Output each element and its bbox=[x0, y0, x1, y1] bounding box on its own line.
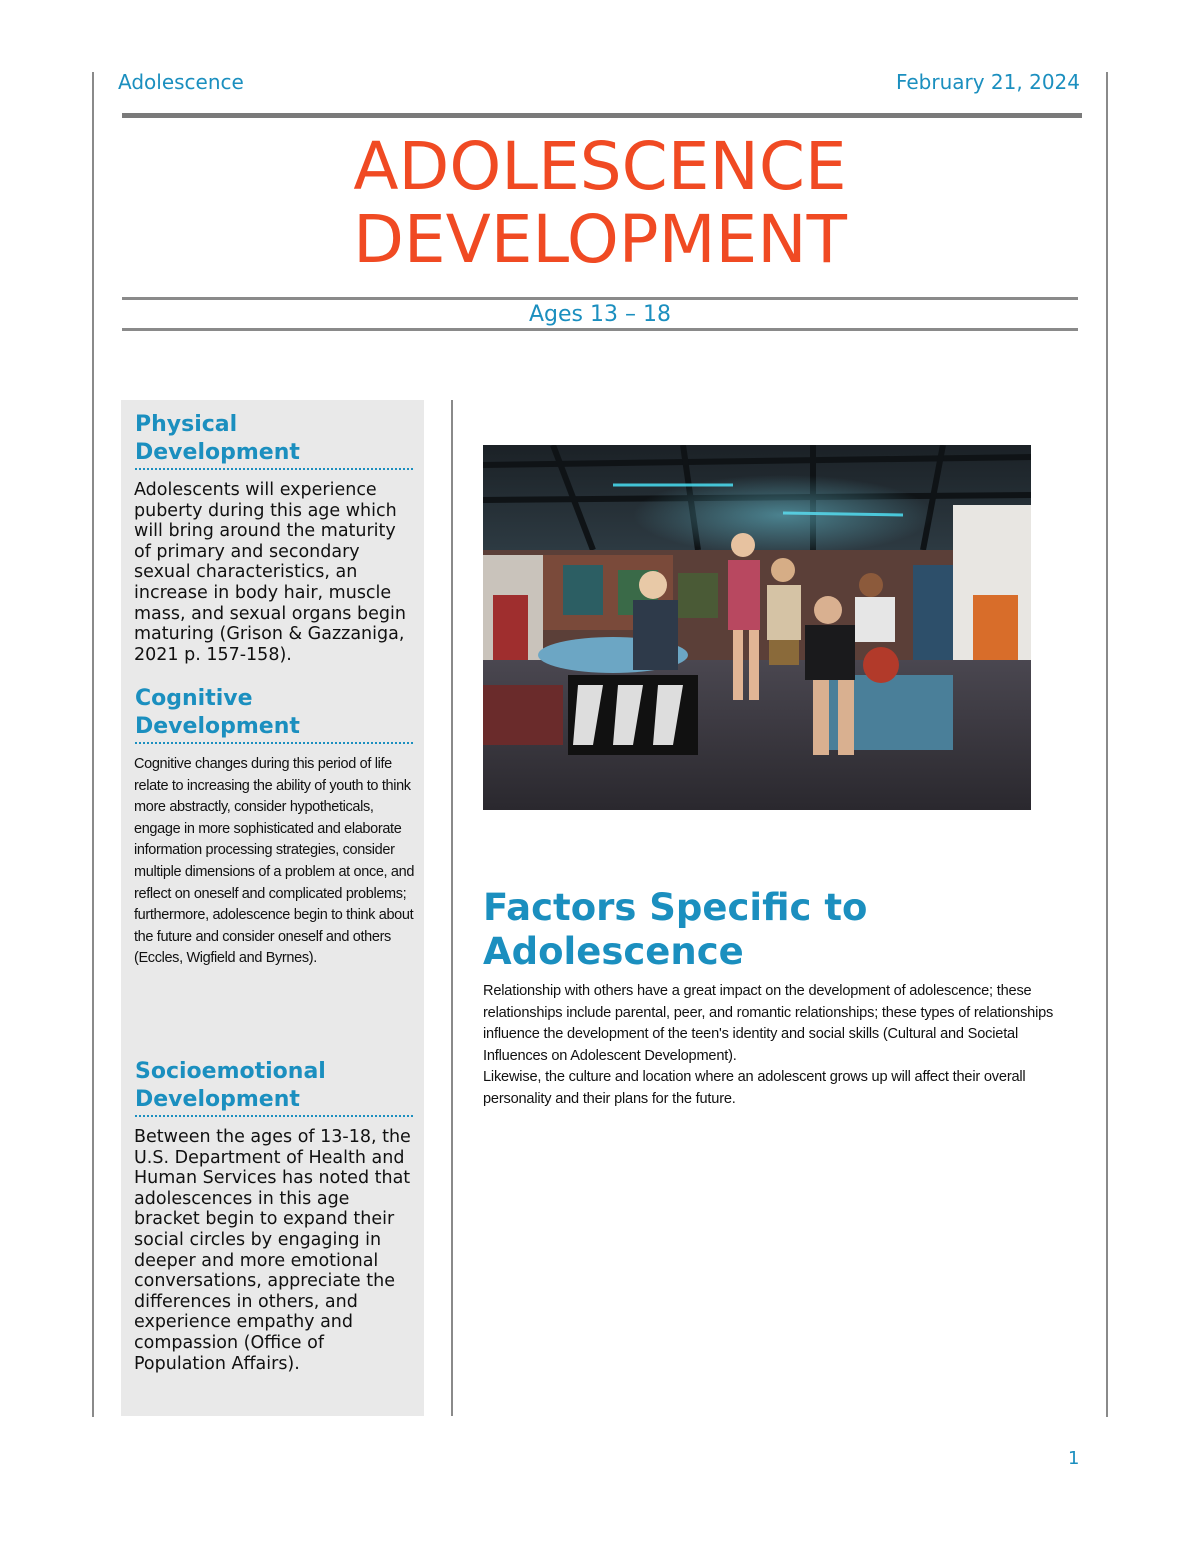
heading-line: Development bbox=[135, 440, 300, 465]
heading-line: Factors Specific to bbox=[483, 886, 868, 929]
subtitle-rule-bottom bbox=[122, 328, 1078, 331]
top-rule bbox=[122, 113, 1082, 118]
page-border-right bbox=[1106, 72, 1108, 1417]
teens-arcade-photo bbox=[483, 445, 1031, 810]
page-title bbox=[122, 130, 1078, 276]
page-border-left bbox=[92, 72, 94, 1417]
column-divider bbox=[451, 400, 453, 1416]
factors-text bbox=[483, 981, 1083, 1111]
heading-line: Development bbox=[135, 1087, 300, 1112]
heading-line: Adolescence bbox=[483, 930, 744, 973]
factors-paragraph-2: Likewise, the culture and location where an adolescent grows up will affect their overall personality and their plans for the future. bbox=[483, 1069, 1026, 1107]
physical-development-heading bbox=[135, 411, 413, 470]
physical-development-text: Adolescents will experience puberty during this age which will bring around the maturity of primary and secondary sexual characteristics, an increase in body hair, muscle mass, and sexual organs begin maturing (Grison & Gazzaniga, 2021 p. 157-158). bbox=[134, 480, 406, 665]
page-number: 1 bbox=[1068, 1448, 1080, 1469]
heading-line: Development bbox=[135, 714, 300, 739]
page-title-line1: ADOLESCENCE bbox=[353, 128, 847, 205]
socioemotional-development-heading bbox=[135, 1058, 413, 1117]
factors-heading bbox=[483, 886, 1063, 974]
subtitle-ages: Ages 13 – 18 bbox=[529, 302, 671, 327]
header-title: Adolescence bbox=[118, 70, 244, 94]
heading-line: Cognitive bbox=[135, 686, 253, 711]
cognitive-development-heading bbox=[135, 685, 413, 744]
heading-line: Socioemotional bbox=[135, 1059, 326, 1084]
cognitive-development-text: Cognitive changes during this period of life relate to increasing the ability of youth to think more abstractly, consider hypotheticals, engage in more sophisticated and elaborate information processing strategies, consider multiple dimensions of a problem at once, and reflect on oneself and complicated problems; furthermore, adolescence begin to think about the future and consider oneself and others (Eccles, Wigfield and Byrnes). bbox=[134, 756, 415, 967]
header-date: February 21, 2024 bbox=[895, 70, 1080, 94]
socioemotional-development-text: Between the ages of 13-18, the U.S. Department of Health and Human Services has noted that adolescences in this age bracket begin to expand their social circles by engaging in deeper and more emotional conversations, appreciate the differences in others, and experience empathy and compassion (Office of Population Affairs). bbox=[134, 1127, 411, 1374]
subtitle-rule-top bbox=[122, 297, 1078, 300]
page-title-line2: DEVELOPMENT bbox=[353, 201, 847, 278]
heading-line: Physical bbox=[135, 412, 238, 437]
factors-paragraph-1: Relationship with others have a great impact on the development of adolescence; these relationships include parental, peer, and romantic relationships; these types of relationships influence the development of the teen's identity and social skills (Cultural and Societal Influences on Adolescent Development). bbox=[483, 983, 1054, 1064]
